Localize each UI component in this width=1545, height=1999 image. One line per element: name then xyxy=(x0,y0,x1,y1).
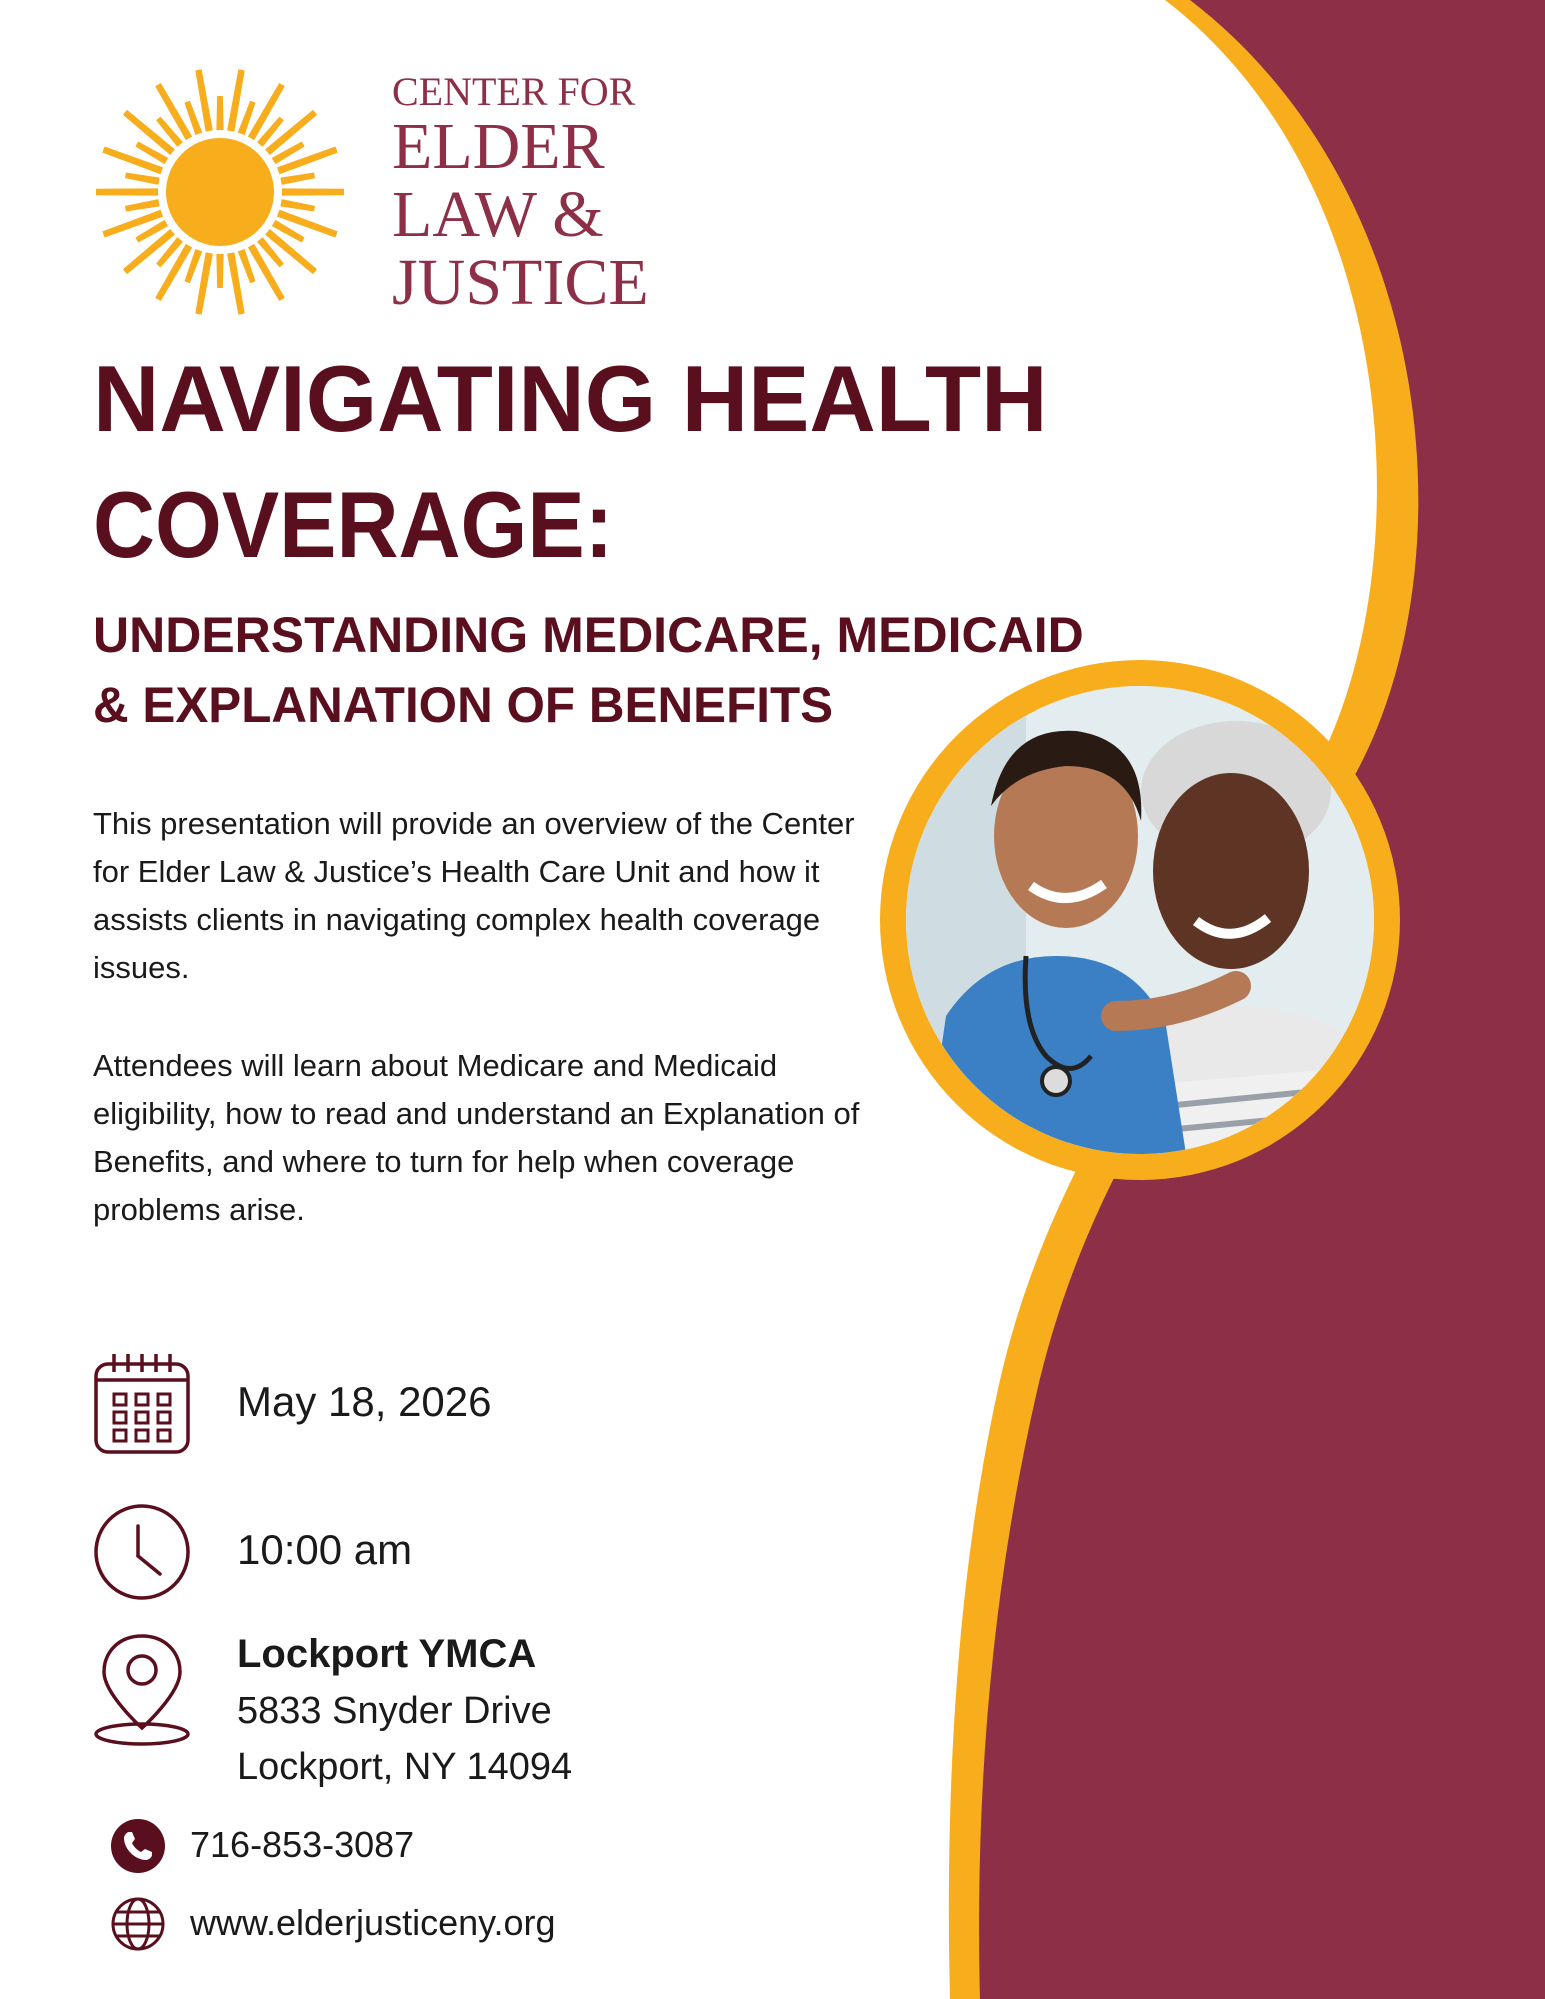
clock-icon xyxy=(92,1502,192,1602)
calendar-icon xyxy=(92,1350,192,1456)
event-date: May 18, 2026 xyxy=(237,1378,492,1425)
globe-icon xyxy=(110,1896,166,1952)
description-paragraph-1: This presentation will provide an overview of the Center for Elder Law & Justice’s Health Care Unit and how it assists clients in navigating complex health coverage issues. xyxy=(93,806,855,985)
logo-line-justice: JUSTICE xyxy=(392,246,649,319)
photo-nurse-and-senior xyxy=(906,686,1374,1154)
venue-address-line2: Lockport, NY 14094 xyxy=(237,1746,573,1788)
subtitle-line1: UNDERSTANDING MEDICARE, MEDICAID xyxy=(93,607,1084,663)
logo-line-elder: ELDER xyxy=(392,110,605,183)
sun-logo-icon xyxy=(90,50,350,340)
logo-line-center-for: CENTER FOR xyxy=(392,69,636,114)
map-pin-icon xyxy=(92,1632,192,1748)
description-paragraph-2: Attendees will learn about Medicare and Medicaid eligibility, how to read and understand an Explanation of Benefits, and where to turn for help when coverage problems arise. xyxy=(93,1048,860,1227)
venue-name: Lockport YMCA xyxy=(237,1632,537,1676)
contact-website[interactable]: www.elderjusticeny.org xyxy=(190,1902,556,1943)
phone-icon xyxy=(110,1818,166,1874)
subtitle-line2: & EXPLANATION OF BENEFITS xyxy=(93,677,834,733)
page-title-line2: COVERAGE: xyxy=(93,472,614,577)
photo-frame xyxy=(880,660,1400,1180)
venue-address-line1: 5833 Snyder Drive xyxy=(237,1690,552,1732)
page-title-line1: NAVIGATING HEALTH xyxy=(93,346,1048,451)
logo-line-law: LAW & xyxy=(392,178,604,251)
event-time: 10:00 am xyxy=(237,1526,413,1573)
contact-phone[interactable]: 716-853-3087 xyxy=(190,1824,415,1865)
